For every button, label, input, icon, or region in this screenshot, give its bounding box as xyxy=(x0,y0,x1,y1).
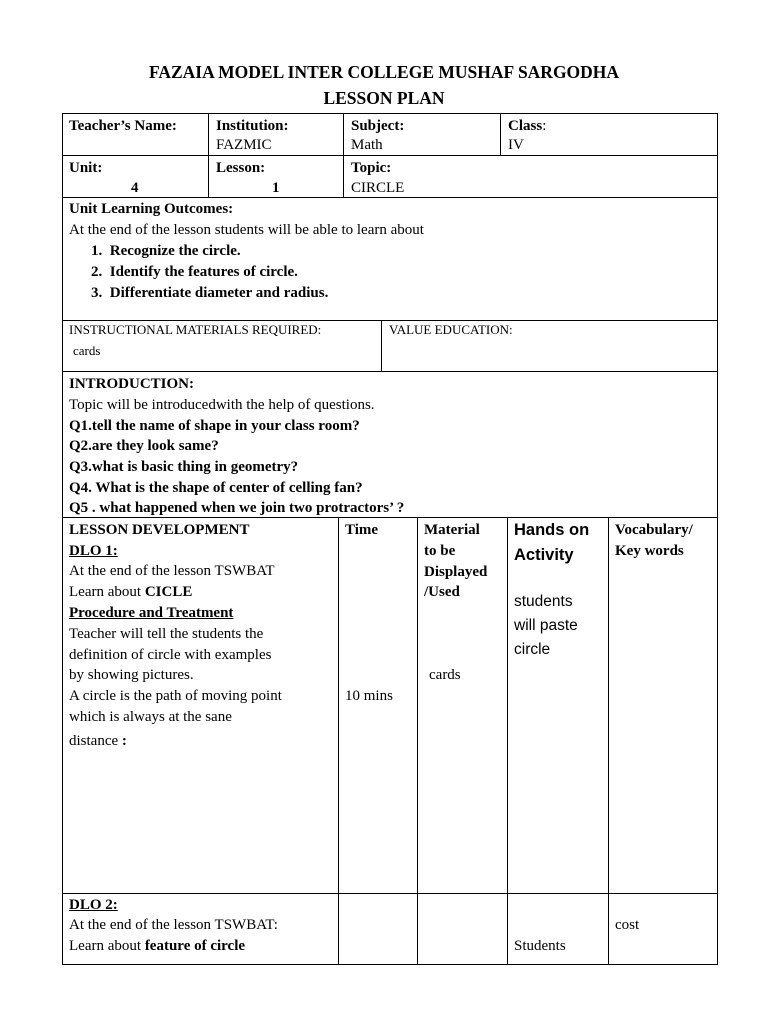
outcome-text: Differentiate diameter and radius. xyxy=(109,285,329,301)
dlo1-line1: At the end of the lesson TSWBAT xyxy=(69,563,275,579)
question-4: Q4. What is the shape of center of celling fan? xyxy=(69,480,363,496)
dlo1-activity-line1: students xyxy=(514,593,573,610)
dlo2-learn-topic: feature of circle xyxy=(144,938,246,954)
dlo1-body-line3: by showing pictures. xyxy=(69,667,194,683)
table-col-divider xyxy=(608,517,609,965)
outcome-item-1 xyxy=(91,241,241,261)
table-col-divider xyxy=(500,113,501,156)
topic-label: Topic: xyxy=(351,160,392,176)
question-5: Q5 . what happened when we join two protractors’ ? xyxy=(69,500,405,516)
outcomes-intro: At the end of the lesson students will be able to learn about xyxy=(69,222,424,238)
table-border-top xyxy=(62,113,718,114)
outcome-number: 1. xyxy=(91,243,103,259)
class-value: IV xyxy=(508,137,524,153)
outcome-number: 2. xyxy=(91,264,103,280)
table-col-divider xyxy=(417,517,418,965)
material-header-line2: to be xyxy=(424,543,456,559)
lesson-development-header: LESSON DEVELOPMENT xyxy=(69,522,250,538)
dlo2-line1: At the end of the lesson TSWBAT: xyxy=(69,917,278,933)
teacher-name-label: Teacher’s Name: xyxy=(69,118,177,134)
outcome-item-2 xyxy=(91,262,298,282)
table-col-divider xyxy=(343,113,344,198)
class-label-text: Class xyxy=(508,118,543,134)
lesson-value: 1 xyxy=(272,180,280,196)
dlo2-title: DLO 2: xyxy=(69,897,118,913)
dlo1-activity-line2: will paste xyxy=(514,617,578,634)
table-row-divider xyxy=(62,371,718,372)
outcomes-heading: Unit Learning Outcomes: xyxy=(69,201,234,217)
table-row-divider xyxy=(62,155,718,156)
materials-label: INSTRUCTIONAL MATERIALS REQUIRED: xyxy=(69,322,322,337)
table-border-left xyxy=(62,113,63,965)
dlo1-body-line1: Teacher will tell the students the xyxy=(69,626,264,642)
dlo1-material: cards xyxy=(429,667,461,683)
table-col-divider xyxy=(208,113,209,198)
procedure-title: Procedure and Treatment xyxy=(69,605,234,621)
table-row-divider xyxy=(62,893,718,894)
table-border-right xyxy=(717,113,718,965)
table-col-divider xyxy=(507,517,508,965)
vocabulary-header-line2: Key words xyxy=(615,543,684,559)
value-education-label: VALUE EDUCATION: xyxy=(389,322,513,337)
outcome-text: Recognize the circle. xyxy=(109,243,241,259)
material-header-line1: Material xyxy=(424,522,480,538)
time-header: Time xyxy=(345,522,379,538)
dlo1-learn xyxy=(69,582,192,602)
question-3: Q3.what is basic thing in geometry? xyxy=(69,459,299,475)
document-title: LESSON PLAN xyxy=(323,88,445,108)
class-label xyxy=(508,116,546,136)
dlo2-vocab: cost xyxy=(615,917,640,933)
table-border-bottom xyxy=(62,964,718,965)
material-header-line4: /Used xyxy=(424,584,460,600)
question-1: Q1.tell the name of shape in your class room? xyxy=(69,418,360,434)
materials-value: cards xyxy=(73,343,101,358)
school-title: FAZAIA MODEL INTER COLLEGE MUSHAF SARGODHA xyxy=(148,62,620,82)
table-col-divider xyxy=(338,517,339,965)
subject-label: Subject: xyxy=(351,118,405,134)
outcome-text: Identify the features of circle. xyxy=(109,264,298,280)
class-label-colon: : xyxy=(542,118,547,134)
dlo1-last-word: distance xyxy=(69,733,119,749)
table-col-divider xyxy=(381,320,382,372)
institution-label: Institution: xyxy=(216,118,289,134)
institution-value: FAZMIC xyxy=(216,137,272,153)
dlo1-activity-line3: circle xyxy=(514,641,551,658)
subject-value: Math xyxy=(351,137,383,153)
dlo1-learn-prefix: Learn about xyxy=(69,584,145,600)
outcome-number: 3. xyxy=(91,285,103,301)
topic-value: CIRCLE xyxy=(351,180,405,196)
lesson-label: Lesson: xyxy=(216,160,266,176)
unit-label: Unit: xyxy=(69,160,103,176)
dlo1-body-line4: A circle is the path of moving point xyxy=(69,688,282,704)
introduction-heading: INTRODUCTION: xyxy=(69,376,195,392)
dlo1-body-line5: which is always at the sane xyxy=(69,709,232,725)
dlo2-learn-prefix: Learn about xyxy=(69,938,145,954)
material-header-line3: Displayed xyxy=(424,564,488,580)
dlo2-learn xyxy=(69,936,245,956)
dlo2-activity: Students xyxy=(514,938,566,954)
dlo1-learn-topic: CICLE xyxy=(144,584,193,600)
hands-on-header-line2: Activity xyxy=(514,546,574,564)
dlo1-last-line xyxy=(69,731,127,751)
dlo1-last-colon: : xyxy=(121,733,127,749)
dlo1-title: DLO 1: xyxy=(69,543,118,559)
unit-value: 4 xyxy=(131,180,139,196)
question-2: Q2.are they look same? xyxy=(69,438,219,454)
dlo1-body-line2: definition of circle with examples xyxy=(69,647,272,663)
introduction-text: Topic will be introducedwith the help of questions. xyxy=(69,397,375,413)
dlo1-time: 10 mins xyxy=(345,688,393,704)
hands-on-header-line1: Hands on xyxy=(514,521,590,539)
outcome-item-3 xyxy=(91,283,328,303)
vocabulary-header-line1: Vocabulary/ xyxy=(615,522,693,538)
